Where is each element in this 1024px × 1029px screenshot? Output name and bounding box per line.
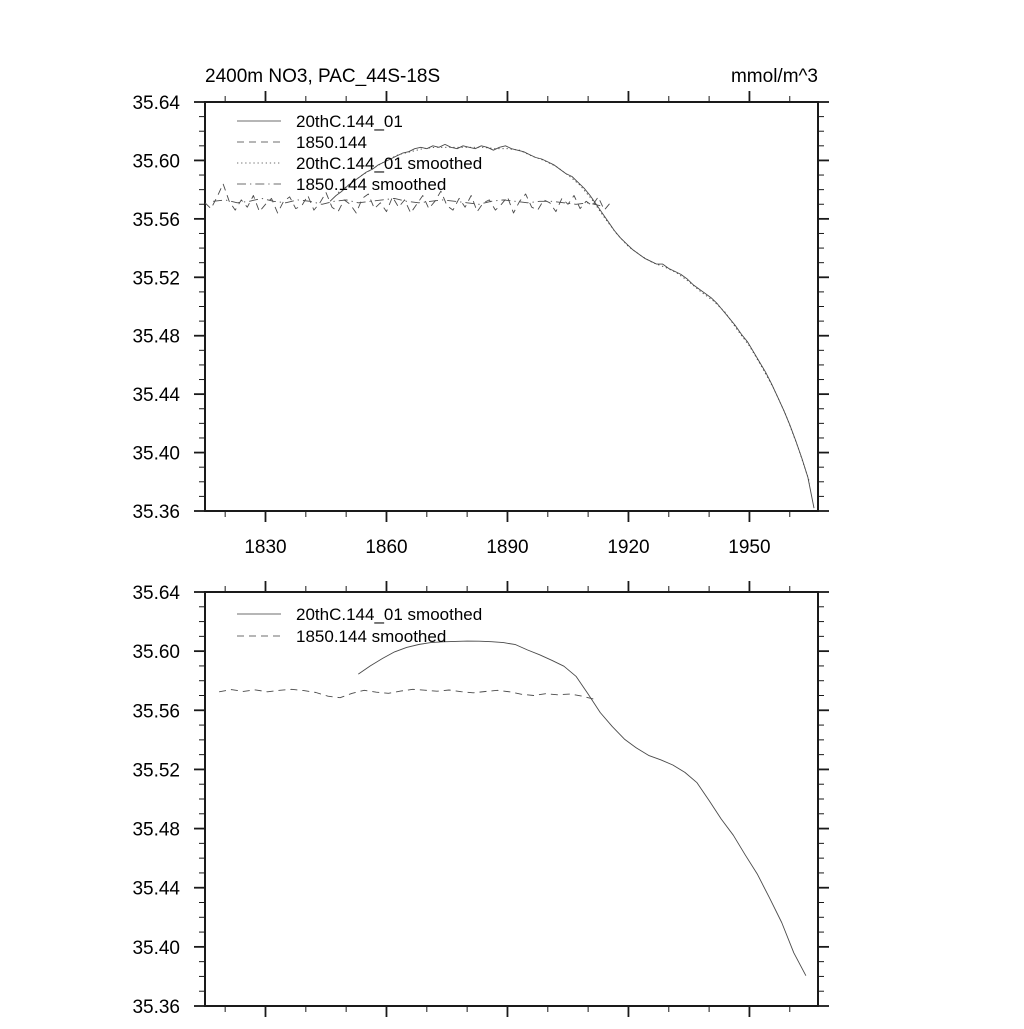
legend-label: 20thC.144_01 smoothed <box>296 605 483 624</box>
legend-label: 1850.144 smoothed <box>296 627 447 646</box>
y-tick-label: 35.56 <box>132 701 180 723</box>
legend-label: 20thC.144_01 <box>296 112 403 131</box>
y-tick-label: 35.44 <box>132 385 180 407</box>
chart-title: 2400m NO3, PAC_44S-18S <box>205 66 441 87</box>
y-tick-label: 35.40 <box>132 937 180 959</box>
y-tick-label: 35.60 <box>132 151 180 173</box>
y-tick-label: 35.48 <box>132 326 180 348</box>
x-tick-label: 1920 <box>607 537 650 558</box>
legend-label: 20thC.144_01 smoothed <box>296 154 483 173</box>
y-tick-label: 35.52 <box>132 760 180 782</box>
y-tick-label: 35.44 <box>132 878 180 900</box>
y-tick-label: 35.56 <box>132 209 180 231</box>
legend-label: 1850.144 <box>296 133 367 152</box>
y-tick-label: 35.48 <box>132 819 180 841</box>
y-tick-label: 35.52 <box>132 268 180 290</box>
y-tick-label: 35.36 <box>132 997 180 1018</box>
y-tick-label: 35.64 <box>132 583 180 604</box>
y-tick-label: 35.36 <box>132 502 180 523</box>
y-tick-label: 35.64 <box>132 93 180 114</box>
x-tick-label: 1860 <box>365 537 408 558</box>
y-tick-label: 35.40 <box>132 443 180 465</box>
y-tick-label: 35.60 <box>132 642 180 664</box>
x-tick-label: 1950 <box>728 537 771 558</box>
x-tick-label: 1830 <box>244 537 287 558</box>
x-tick-label: 1890 <box>486 537 529 558</box>
units-label: mmol/m^3 <box>730 66 818 87</box>
legend-label: 1850.144 smoothed <box>296 175 447 194</box>
